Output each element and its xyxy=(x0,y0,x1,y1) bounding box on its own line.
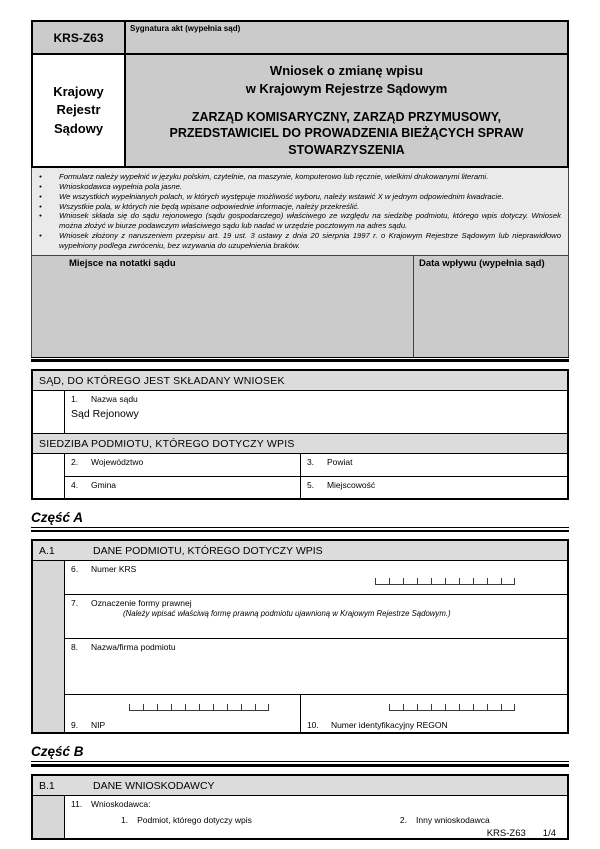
court-notes-row xyxy=(31,256,569,357)
registry-line: Krajowy xyxy=(53,84,104,100)
field-label: Numer KRS xyxy=(91,564,137,575)
bullet-icon: • xyxy=(39,172,42,181)
digit-cell xyxy=(501,704,515,711)
option-no: 1. xyxy=(121,814,129,825)
field-no: 8. xyxy=(71,642,79,653)
digit-cell xyxy=(445,704,459,711)
field-no: 7. xyxy=(71,598,79,609)
field-no: 6. xyxy=(71,564,79,575)
field-krs-number[interactable] xyxy=(65,561,567,594)
digit-cell xyxy=(403,704,417,711)
section-b1-number: B.1 xyxy=(39,779,55,792)
digit-cell xyxy=(389,704,403,711)
court-notes-area[interactable] xyxy=(32,256,414,357)
applicant-option-other[interactable] xyxy=(252,815,490,825)
field-label: Nazwa/firma podmiotu xyxy=(91,642,176,653)
form-subtitle-line3: STOWARZYSZENIA xyxy=(288,142,405,157)
instruction-text: Wnioskodawca wypełnia pola jasne. xyxy=(59,181,183,191)
field-no: 5. xyxy=(306,479,315,490)
instruction-text: Wszystkie pola, w których nie będą wpisane odpowiednie informacje, należy przekreślić. xyxy=(59,201,360,211)
bullet-icon: • xyxy=(39,191,42,201)
form-title-line1: Wniosek o zmianę wpisu xyxy=(269,63,424,78)
form-subtitle-line1: ZARZĄD KOMISARYCZNY, ZARZĄD PRZYMUSOWY, xyxy=(191,110,502,125)
instruction-item xyxy=(36,211,561,231)
court-section xyxy=(31,369,569,500)
digit-cell xyxy=(199,704,213,711)
date-received-area[interactable] xyxy=(414,256,568,357)
digit-cell xyxy=(389,578,403,585)
form-title-line2: w Krajowym Rejestrze Sądowym xyxy=(245,80,448,96)
field-voivodeship[interactable] xyxy=(65,454,301,476)
digit-cell xyxy=(213,704,227,711)
signature-field[interactable] xyxy=(126,22,567,55)
part-b-title: Część B xyxy=(31,744,569,762)
digit-cell xyxy=(157,704,171,711)
digit-cell xyxy=(241,704,255,711)
court-section-header: SĄD, DO KTÓREGO JEST SKŁADANY WNIOSEK xyxy=(33,371,567,391)
field-no: 11. xyxy=(71,798,83,809)
instruction-text: Formularz należy wypełnić w języku polskim, czytelnie, na maszynie, komputerowo lub ręcznie, wielkimi drukowanymi literami. xyxy=(59,172,489,181)
instruction-item xyxy=(36,192,561,202)
date-received-label: Data wpływu (wypełnia sąd) xyxy=(419,257,545,269)
digit-cell xyxy=(487,704,501,711)
digit-cell xyxy=(255,704,269,711)
field-nip[interactable] xyxy=(65,695,301,732)
field-label: Gmina xyxy=(91,479,117,490)
digit-cell xyxy=(501,578,515,585)
form-subtitle-line2: PRZEDSTAWICIEL DO PROWADZENIA BIEŻĄCYCH SPRAW xyxy=(169,126,524,141)
digit-cell xyxy=(417,704,431,711)
field-no: 4. xyxy=(71,479,79,490)
field-city[interactable] xyxy=(301,477,567,498)
footer-form-code: KRS-Z63 xyxy=(486,828,526,839)
gutter xyxy=(33,391,65,433)
form-header xyxy=(31,20,569,168)
form-title-block xyxy=(126,55,567,166)
footer-page-number: 1/4 xyxy=(542,828,556,839)
field-county[interactable] xyxy=(301,454,567,476)
digit-cell xyxy=(129,704,143,711)
digit-cell xyxy=(403,578,417,585)
notes-divider-line xyxy=(31,357,569,358)
gutter xyxy=(33,561,65,732)
field-label: Powiat xyxy=(326,456,353,467)
field-no: 2. xyxy=(71,456,79,467)
digit-cell xyxy=(487,578,501,585)
digit-cell xyxy=(375,578,389,585)
field-legal-form[interactable] xyxy=(65,594,567,638)
notes-thick-bar xyxy=(31,359,569,362)
digit-cell xyxy=(431,578,445,585)
digit-cell xyxy=(459,578,473,585)
digit-cell xyxy=(185,704,199,711)
field-label: Numer identyfikacyjny REGON xyxy=(330,720,448,731)
registry-line: Rejestr xyxy=(56,102,101,118)
bullet-icon: • xyxy=(39,201,42,211)
section-b1-header xyxy=(33,776,567,796)
field-no: 1. xyxy=(71,393,79,404)
field-label: Oznaczenie formy prawnej xyxy=(91,598,192,609)
court-notes-label: Miejsce na notatki sądu xyxy=(69,257,176,269)
page-footer xyxy=(31,828,569,839)
nip-digit-boxes[interactable] xyxy=(129,704,269,711)
section-a1-number: A.1 xyxy=(39,545,55,558)
field-no: 9. xyxy=(71,720,79,731)
form-code: KRS-Z63 xyxy=(33,22,126,55)
krs-digit-boxes[interactable] xyxy=(375,578,515,585)
digit-cell xyxy=(171,704,185,711)
regon-digit-boxes[interactable] xyxy=(389,704,515,711)
field-label: NIP xyxy=(91,720,106,731)
digit-cell xyxy=(431,704,445,711)
section-a1-header xyxy=(33,541,567,561)
digit-cell xyxy=(459,704,473,711)
digit-cell xyxy=(473,704,487,711)
field-label: Nazwa sądu xyxy=(91,393,138,404)
seat-section-header: SIEDZIBA PODMIOTU, KTÓREGO DOTYCZY WPIS xyxy=(33,433,567,454)
bullet-icon: • xyxy=(39,231,42,241)
legal-form-note: (Należy wpisać właściwą formę prawną podmiotu ujawnioną w Krajowym Rejestrze Sądowym.) xyxy=(123,609,451,619)
instruction-text: Wniosek składa się do sądu rejonowego (sądu gospodarczego) właściwego ze względu na siedzibę podmiotu, którego wpis dotyczy. Wniosek można złożyć w biurze podawczym właściwego sądu lub nadać w urzędzie pocztowym na adres sądu. xyxy=(59,211,561,231)
digit-cell xyxy=(473,578,487,585)
field-no: 3. xyxy=(306,456,315,467)
bullet-icon: • xyxy=(39,181,42,191)
part-a-rule xyxy=(31,530,569,533)
section-a1-title: DANE PODMIOTU, KTÓREGO DOTYCZY WPIS xyxy=(93,545,323,558)
signature-label: Sygnatura akt (wypełnia sąd) xyxy=(130,24,241,33)
part-a-title: Część A xyxy=(31,510,569,528)
field-label: Wnioskodawca: xyxy=(91,798,151,809)
section-b1-title: DANE WNIOSKODAWCY xyxy=(93,779,215,792)
registry-logo-text xyxy=(33,55,126,166)
field-label: Województwo xyxy=(91,456,144,467)
part-b-rule xyxy=(31,764,569,767)
digit-cell xyxy=(417,578,431,585)
bullet-icon: • xyxy=(39,211,42,221)
instruction-item xyxy=(36,182,561,192)
field-label: Miejscowość xyxy=(326,479,376,490)
court-name-value[interactable]: Sąd Rejonowy xyxy=(71,407,139,420)
section-a1 xyxy=(31,539,569,734)
instruction-item xyxy=(36,172,561,182)
registry-line: Sądowy xyxy=(53,120,104,136)
option-label: Inny wnioskodawca xyxy=(416,814,490,825)
instruction-text: Wniosek złożony z naruszeniem przepisu art. 19 ust. 3 ustawy z dnia 20 sierpnia 1997 r. o Krajowym Rejestrze Sądowym lub nieprawidłowo wypełniony podlega zwróceniu, bez wzywania do uzupełnienia braków. xyxy=(59,231,561,251)
field-court-name[interactable] xyxy=(65,391,567,433)
gutter xyxy=(33,454,65,498)
field-no: 10. xyxy=(306,720,319,731)
option-no: 2. xyxy=(399,814,407,825)
instruction-item xyxy=(36,231,561,251)
applicant-option-subject[interactable] xyxy=(69,815,252,825)
digit-cell xyxy=(143,704,157,711)
field-entity-name[interactable] xyxy=(65,638,567,694)
instruction-item xyxy=(36,202,561,212)
field-commune[interactable] xyxy=(65,477,301,498)
digit-cell xyxy=(227,704,241,711)
form-page xyxy=(31,20,569,840)
digit-cell xyxy=(445,578,459,585)
field-regon[interactable] xyxy=(301,695,567,732)
instruction-text: We wszystkich wypełnianych polach, w których występuje możliwość wyboru, należy wstawić X w jednym odpowiednim kwadracie. xyxy=(59,191,504,201)
instructions-block xyxy=(31,168,569,256)
option-label: Podmiot, którego dotyczy wpis xyxy=(137,814,252,825)
